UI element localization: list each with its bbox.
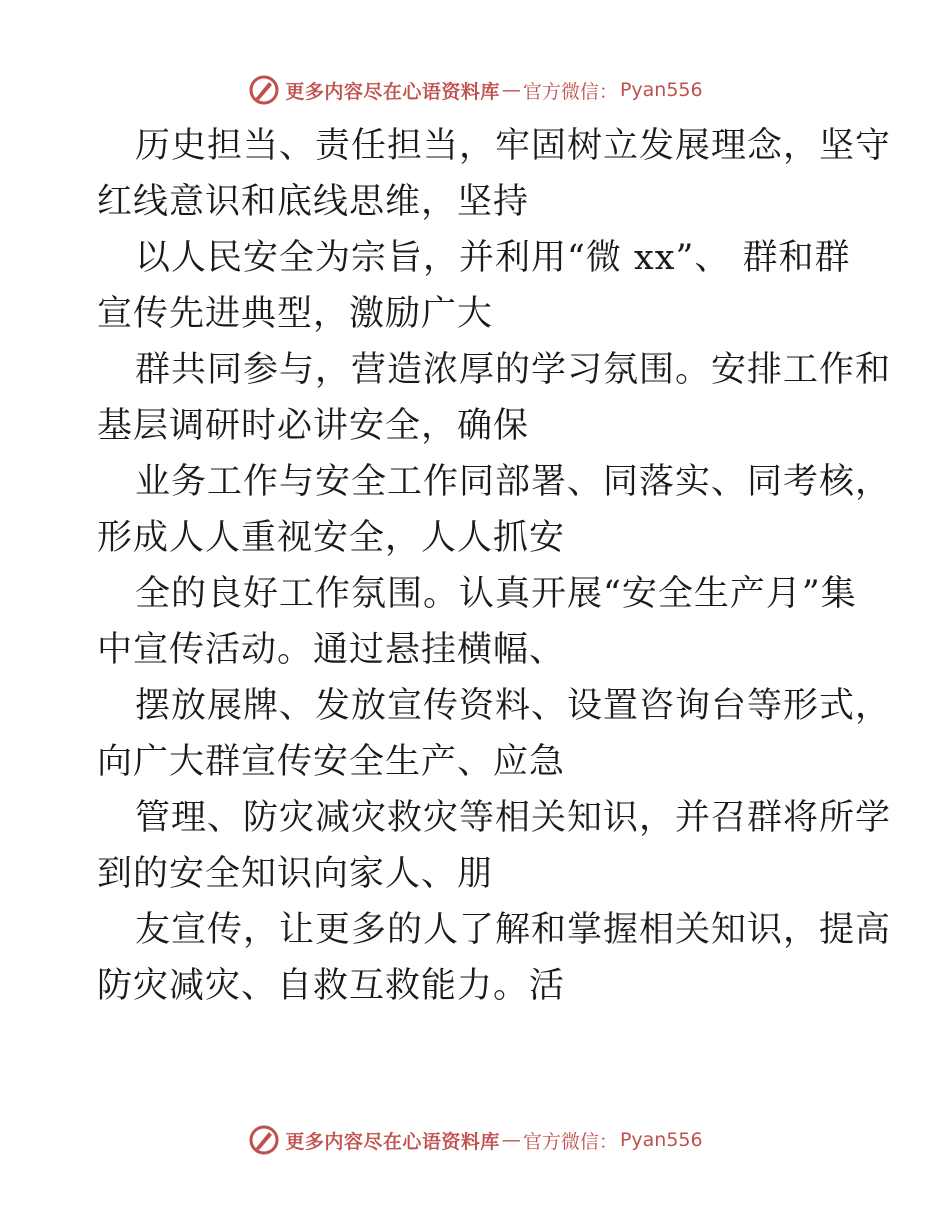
paragraph-line: 宣传先进典型，激励广大: [97, 294, 494, 334]
paragraph-line: 到的安全知识向家人、朋: [97, 854, 494, 894]
banner-main-text: 更多内容尽在心语资料库: [285, 1130, 500, 1153]
paragraph-line: 形成人人重视安全，人人抓安: [97, 518, 566, 558]
paragraph-line: 管理、防灾减灾救灾等相关知识，并召群将所学: [135, 798, 892, 838]
banner-wechat-id: Pyan556: [619, 1129, 703, 1151]
banner-separator: —: [501, 79, 521, 101]
banner-wechat-id: Pyan556: [619, 79, 703, 101]
paragraph-line: 友宣传，让更多的人了解和掌握相关知识，提高: [135, 910, 892, 950]
paragraph-line: 防灾减灾、自救互救能力。活: [97, 966, 566, 1006]
quill-pen-logo-icon: [247, 1123, 281, 1157]
paragraph-line: 群共同参与，营造浓厚的学习氛围。安排工作和: [135, 350, 892, 390]
paragraph-line: 历史担当、责任担当，牢固树立发展理念，坚守: [135, 126, 892, 166]
paragraph: [97, 790, 892, 902]
paragraph-line: 基层调研时必讲安全，确保: [97, 406, 530, 446]
banner-separator: —: [501, 1129, 521, 1151]
banner-wechat-label: 官方微信：: [522, 1130, 618, 1153]
paragraph: [97, 566, 857, 678]
paragraph-line: 全的良好工作氛围。认真开展“安全生产月”集: [135, 574, 857, 614]
paragraph-line: 中宣传活动。通过悬挂横幅、: [97, 630, 566, 670]
paragraph-line: 业务工作与安全工作同部署、同落实、同考核，: [135, 462, 892, 502]
paragraph: [97, 454, 892, 566]
paragraph: [97, 678, 892, 790]
paragraph-line: 红线意识和底线思维，坚持: [97, 182, 530, 222]
banner-wechat-label: 官方微信：: [522, 80, 618, 103]
footer-banner: [0, 1120, 950, 1160]
quill-pen-logo-icon: [247, 73, 281, 107]
paragraph: [97, 342, 892, 454]
paragraph-line: 以人民安全为宗旨，并利用“微 xx”、 群和群: [135, 238, 851, 278]
paragraph: [97, 118, 892, 230]
header-banner: [0, 70, 950, 110]
paragraph: [97, 902, 892, 1014]
paragraph: [97, 230, 857, 342]
document-body: [97, 118, 892, 1014]
banner-main-text: 更多内容尽在心语资料库: [285, 80, 500, 103]
paragraph-line: 摆放展牌、发放宣传资料、设置咨询台等形式，: [135, 686, 892, 726]
paragraph-line: 向广大群宣传安全生产、应急: [97, 742, 566, 782]
